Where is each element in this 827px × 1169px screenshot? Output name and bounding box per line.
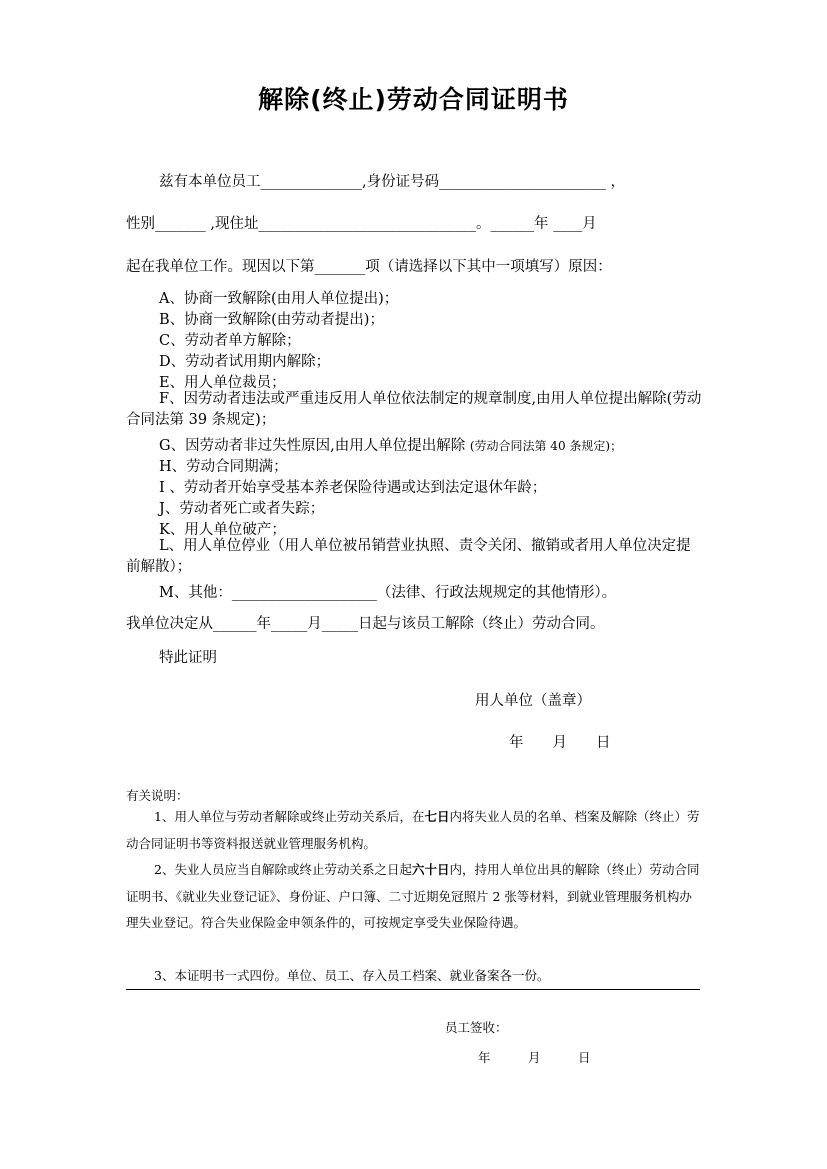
- option-m-tail: （法律、行政法规规定的其他情形）。: [376, 585, 617, 601]
- notes-heading: 有关说明：: [126, 788, 189, 803]
- option-d: D、劳动者试用期内解除；: [159, 354, 331, 370]
- sign-date: 年 月 日: [478, 1050, 591, 1065]
- note-2-bold: 六十日: [411, 862, 450, 877]
- employer-seal-label: 用人单位（盖章）: [475, 693, 591, 709]
- note-1-pre: 1、用人单位与劳动者解除或终止劳动关系后，在: [154, 809, 425, 824]
- employee-sign-label: 员工签收：: [445, 1020, 508, 1035]
- intro-line-1: 兹有本单位员工______________,身份证号码_______________________ ，: [159, 174, 625, 190]
- option-k: K、用人单位破产；: [159, 522, 286, 538]
- note-2-post: 内，持用人单位出具的解除（终止）劳动合同证明书、《就业失业登记证》、身份证、户口簿、二寸近期免冠照片 2 张等材料，到就业管理服务机构办理失业登记。符合失业保险金申领条件的，可按规定享受失业保险待遇。: [126, 862, 700, 930]
- option-j: J、劳动者死亡或者失踪；: [159, 501, 325, 517]
- note-1-post: 内将失业人员的名单、档案及解除（终止）劳动合同证明书等资料报送就业管理服务机构。: [126, 809, 700, 851]
- page-title: 解除(终止)劳动合同证明书: [258, 85, 569, 114]
- option-h: H、劳动合同期满；: [159, 459, 288, 475]
- option-m: [159, 581, 616, 602]
- option-c: C、劳动者单方解除；: [159, 333, 301, 349]
- option-e: E、用人单位裁员；: [159, 375, 286, 391]
- intro-line-3: 起在我单位工作。现因以下第_______项（请选择以下其中一项填写）原因：: [126, 259, 612, 275]
- issue-date: 年 月 日: [509, 735, 611, 751]
- option-m-label: M、其他：: [159, 585, 232, 601]
- certify-text: 特此证明: [159, 650, 217, 666]
- option-a: A、协商一致解除(由用人单位提出)；: [159, 291, 399, 307]
- note-3: 3、本证明书一式四份。单位、员工、存入员工档案、就业备案各一份。: [154, 968, 550, 983]
- note-2-pre: 2、失业人员应当自解除或终止劳动关系之日起: [154, 862, 412, 877]
- decision-line: 我单位决定从______年_____月_____日起与该员工解除（终止）劳动合同。: [126, 616, 605, 632]
- option-i: I 、劳动者开始享受基本养老保险待遇或达到法定退休年龄；: [159, 480, 547, 496]
- note-1: [126, 804, 702, 857]
- option-b: B、协商一致解除(由劳动者提出)；: [159, 312, 384, 328]
- intro-line-2: 性别_______ ,现住址______________________________。______年 ____月: [126, 216, 597, 232]
- other-reason-blank[interactable]: ____________________: [231, 585, 377, 601]
- option-f: F、因劳动者违法或严重违反用人单位依法制定的规章制度,由用人单位提出解除(劳动合同法第 39 条规定)；: [126, 391, 702, 428]
- option-g: [159, 434, 622, 455]
- divider-line: [126, 989, 700, 990]
- option-g-main: G、因劳动者非过失性原因,由用人单位提出解除: [159, 438, 470, 454]
- note-1-bold: 七日: [424, 809, 450, 824]
- option-g-law: (劳动合同法第 40 条规定)；: [469, 439, 623, 453]
- option-l: L、用人单位停业（用人单位被吊销营业执照、责令关闭、撤销或者用人单位决定提前解散）；: [126, 538, 691, 575]
- note-2: [126, 857, 702, 937]
